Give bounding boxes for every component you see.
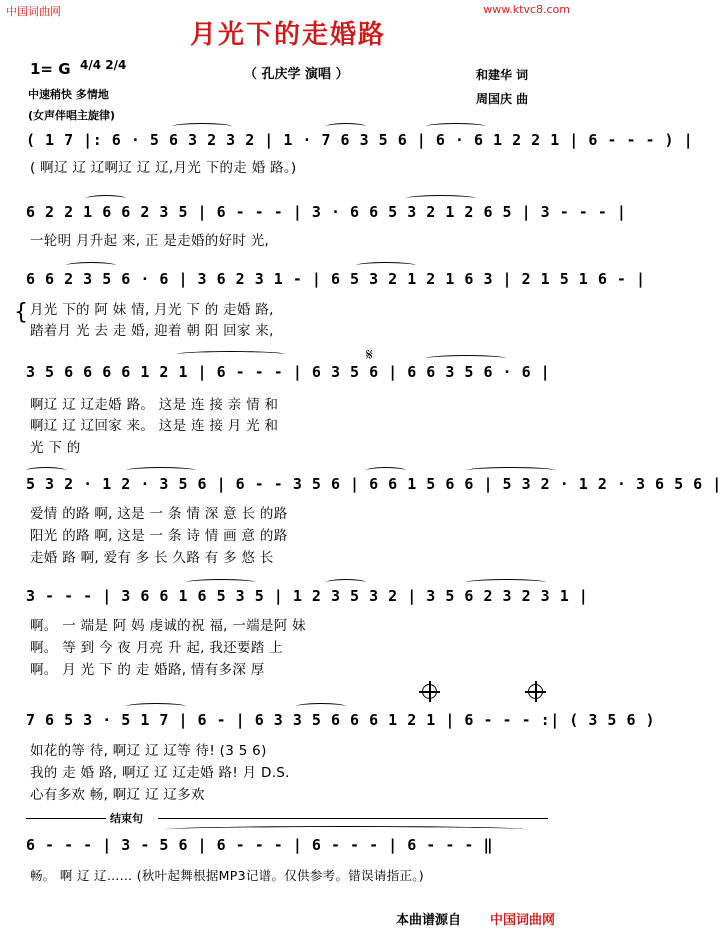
notation-line-3: 6 6 2 3 5 6 · 6 | 3 6 2 3 1 - | 6 5 3 2 1 2 1 6 3 | 2 1 5 1 6 - |	[26, 270, 646, 288]
lyrics-line-3a: 月光 下的 阿 妹 情, 月光 下 的 走婚 路,	[30, 302, 274, 318]
source-site: 中国词曲网	[490, 913, 556, 928]
score-line-3	[26, 266, 646, 292]
lyrics-line-4b: 啊辽 辽 辽回家 来。 这是 连 接 月 光 和	[30, 418, 279, 434]
score-line-2	[26, 199, 627, 225]
lyrics-line-1: ( 啊辽 辽 辽啊辽 辽 辽,月光 下的走 婚 路。)	[30, 160, 297, 176]
time-signature: 4/4 2/4	[80, 58, 127, 72]
lyrics-line-5a: 爱情 的路 啊, 这是 一 条 情 深 意 长 的路	[30, 506, 288, 522]
lyrics-line-6b: 啊。 等 到 今 夜 月亮 升 起, 我还要踏 上	[30, 640, 283, 656]
lyrics-line-6a: 啊。 一 端是 阿 妈 虔诚的祝 福, 一端是阿 妹	[30, 618, 306, 634]
watermark-top-left: 中国词曲网	[6, 5, 61, 18]
lyrics-line-2: 一轮明 月升起 来, 正 是走婚的好时 光,	[30, 233, 270, 249]
verse-brace: {	[14, 300, 28, 325]
singer-credit: （ 孔庆学 演唱 ）	[244, 67, 349, 82]
score-line-6	[26, 583, 589, 609]
lyrics-line-5b: 阳光 的路 啊, 这是 一 条 诗 情 画 意 的路	[30, 528, 288, 544]
ending-phrase-label: 结束句	[110, 812, 143, 825]
song-title: 月光下的走婚路	[189, 20, 386, 50]
lyrics-line-7c: 心有多欢 畅, 啊辽 辽 辽多欢	[30, 787, 205, 803]
lyrics-line-3b: 踏着月 光 去 走 婚, 迎着 朝 阳 回家 来,	[30, 323, 274, 339]
score-line-8	[26, 832, 556, 858]
ending-rule-left	[26, 818, 106, 819]
lyrics-line-5c: 走婚 路 啊, 爱有 多 长 久路 有 多 悠 长	[30, 550, 274, 566]
coda-sign-1	[422, 684, 437, 699]
source-label: 本曲谱源自	[396, 913, 462, 928]
score-line-5	[26, 471, 722, 497]
lyricist-credit: 和建华 词	[476, 68, 529, 82]
coda-sign-2	[528, 684, 543, 699]
notation-line-1: ( 1 7 |: 6 · 5 6 3 2 3 2 | 1 · 7 6 3 5 6 | 6 · 6 1 2 2 1 | 6 - - - ) |	[26, 131, 694, 149]
score-line-1	[26, 127, 694, 153]
lyrics-line-6c: 啊。 月 光 下 的 走 婚路, 情有多深 厚	[30, 662, 265, 678]
notation-line-7: 7 6 5 3 · 5 1 7 | 6 - | 6 3 3 5 6 6 6 1 2 1 | 6 - - - :| ( 3 5 6 )	[26, 711, 656, 729]
lyrics-line-4c: 光 下 的	[30, 440, 81, 456]
watermark-top-right: www.ktvc8.com	[483, 3, 570, 16]
lyrics-line-7a: 如花的等 待, 啊辽 辽 辽等 待! (3 5 6)	[30, 743, 267, 759]
notation-line-5: 5 3 2 · 1 2 · 3 5 6 | 6 - - 3 5 6 | 6 6 1 5 6 6 | 5 3 2 · 1 2 · 3 6 5 6 |	[26, 475, 722, 493]
score-line-7	[26, 707, 656, 733]
lyrics-line-8: 畅。 啊 辽 辽…… (秋叶起舞根据MP3记谱。仅供参考。错误请指正。)	[30, 868, 424, 883]
lyrics-line-4a: 啊辽 辽 辽走婚 路。 这是 连 接 亲 情 和	[30, 397, 279, 413]
ending-rule-right	[158, 818, 548, 819]
score-line-4	[26, 359, 556, 385]
tempo-mark: 中速稍快 多情地	[28, 88, 109, 101]
lyrics-line-7b: 我的 走 婚 路, 啊辽 辽 辽走婚 路! 月 D.S.	[30, 765, 290, 781]
notation-line-8: 6 - - - | 3 - 5 6 | 6 - - - | 6 - - - | 6 - - - ‖	[26, 836, 494, 854]
notation-line-2: 6 2 2 1 6 6 2 3 5 | 6 - - - | 3 · 6 6 5 3 2 1 2 6 5 | 3 - - - |	[26, 203, 627, 221]
notation-line-6: 3 - - - | 3 6 6 1 6 5 3 5 | 1 2 3 5 3 2 | 3 5 6 2 3 2 3 1 |	[26, 587, 589, 605]
part-note: (女声伴唱主旋律)	[28, 109, 116, 122]
segno-sign: 𝄋	[366, 345, 373, 364]
key-signature: 1= G	[30, 60, 71, 78]
notation-line-4: 3 5 6 6 6 6 1 2 1 | 6 - - - | 6 3 5 6 | 6 6 3 5 6 · 6 |	[26, 363, 551, 381]
composer-credit: 周国庆 曲	[476, 92, 529, 106]
